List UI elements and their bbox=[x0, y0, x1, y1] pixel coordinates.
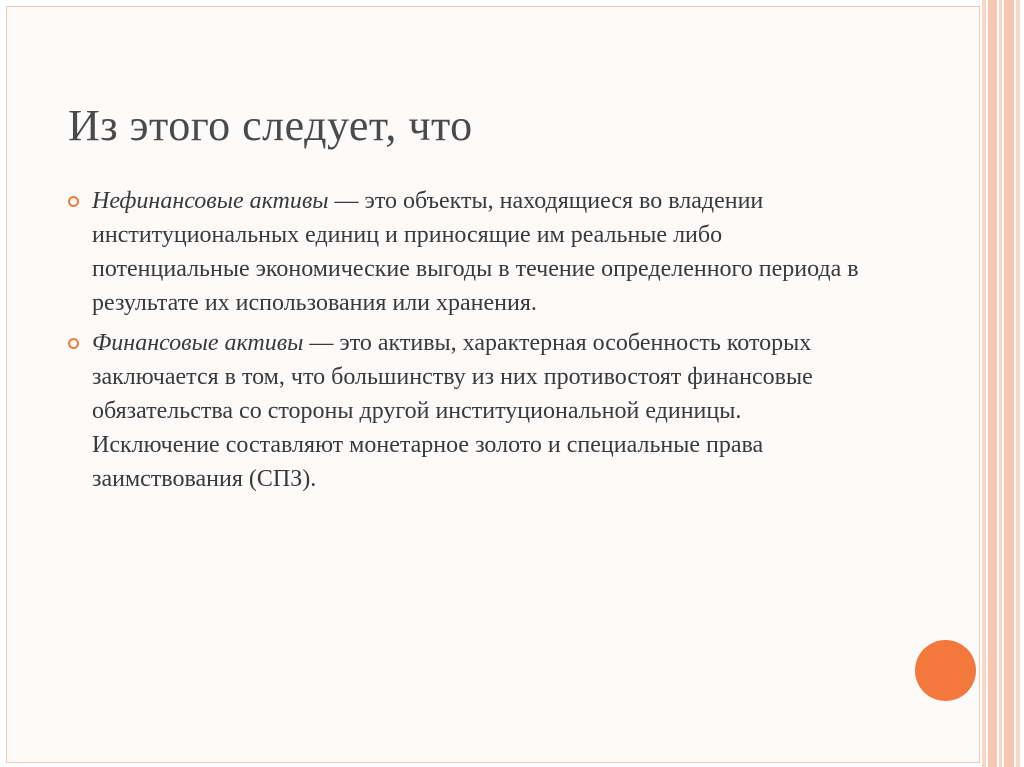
stripe bbox=[1004, 0, 1014, 767]
bullet-term: Финансовые активы bbox=[92, 330, 304, 356]
orange-circle-decoration bbox=[915, 640, 976, 701]
stripe bbox=[982, 0, 986, 767]
bullet-list bbox=[68, 184, 868, 502]
stripe bbox=[1016, 0, 1020, 767]
stripe bbox=[988, 0, 997, 767]
hollow-circle-bullet-icon bbox=[68, 196, 79, 207]
stripe bbox=[999, 0, 1002, 767]
hollow-circle-bullet-icon bbox=[68, 338, 79, 349]
bullet-text: — это активы, характерная особенность которых заключается в том, что большинству из них противостоят финансовые обязательства со стороны другой институциональной единицы. Исключение составляют монетарное золото и специальные права заимствования (СПЗ). bbox=[92, 330, 813, 492]
bullet-item-nonfinancial-assets bbox=[68, 184, 868, 320]
slide-title: Из этого следует, что bbox=[68, 101, 473, 150]
bullet-item-financial-assets bbox=[68, 326, 868, 496]
bullet-term: Нефинансовые активы bbox=[92, 188, 329, 214]
bullet-text: — это объекты, находящиеся во владении институциональных единиц и приносящие им реальные либо потенциальные экономические выгоды в течение определенного периода в результате их использования или хранения. bbox=[92, 188, 859, 316]
decorative-stripes bbox=[980, 0, 1024, 767]
